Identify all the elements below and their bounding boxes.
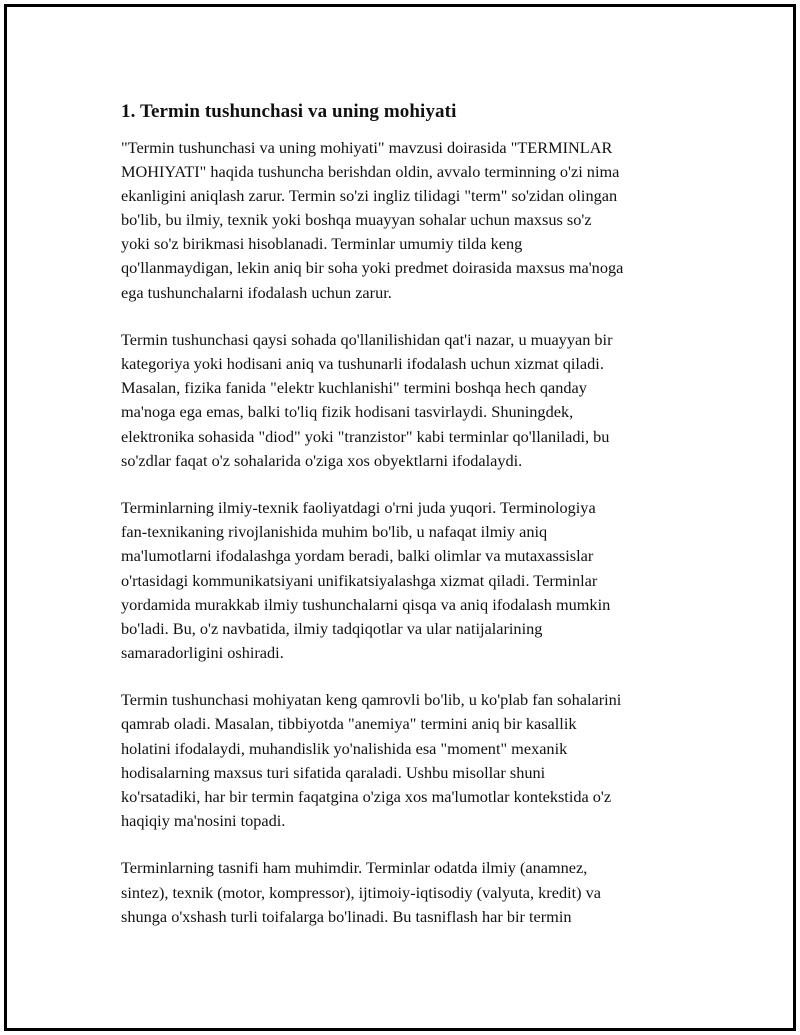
text-line: hodisalarning maxsus turi sifatida qaraladi. Ushbu misollar shuni <box>121 762 546 782</box>
text-line: yordamida murakkab ilmiy tushunchalarni qisqa va aniq ifodalash mumkin <box>121 594 611 614</box>
text-line: shunga o'xshash turli toifalarga bo'linadi. Bu tasniflash har bir termin <box>121 906 572 926</box>
text-line: so'zdlar faqat o'z sohalarida o'ziga xos obyektlarni ifodalaydi. <box>121 450 523 470</box>
section-heading: 1. Termin tushunchasi va uning mohiyati <box>121 101 457 122</box>
text-line: yoki so'z birikmasi hisoblanadi. Terminlar umumiy tilda keng <box>121 234 523 254</box>
text-line: Termin tushunchasi qaysi sohada qo'llanilishidan qat'i nazar, u muayyan bir <box>121 330 613 350</box>
text-line: "Termin tushunchasi va uning mohiyati" mavzusi doirasida "TERMINLAR <box>121 138 613 157</box>
text-line: qamrab oladi. Masalan, tibbiyotda "anemiya" termini aniq bir kasallik <box>121 714 577 734</box>
text-line: Termin tushunchasi mohiyatan keng qamrovli bo'lib, u ko'plab fan sohalarini <box>121 690 622 710</box>
text-line: elektronika sohasida "diod" yoki "tranzistor" kabi terminlar qo'llaniladi, bu <box>121 426 610 446</box>
text-line: qo'llanmaydigan, lekin aniq bir soha yoki predmet doirasida maxsus ma'noga <box>121 258 624 278</box>
page-frame <box>4 4 796 1031</box>
text-line: o'rtasidagi kommunikatsiyani unifikatsiyalashga xizmat qiladi. Terminlar <box>121 570 598 590</box>
paragraph-2 <box>121 328 701 473</box>
text-line: kategoriya yoki hodisani aniq va tushunarli ifodalash uchun xizmat qiladi. <box>121 354 604 374</box>
text-line: haqiqiy ma'nosini topadi. <box>121 810 286 830</box>
document-body <box>121 99 701 952</box>
paragraph-1 <box>121 136 701 305</box>
text-line: sintez), texnik (motor, kompressor), ijtimoiy-iqtisodiy (valyuta, kredit) va <box>121 882 602 902</box>
text-line: ma'lumotlarni ifodalashga yordam beradi, balki olimlar va mutaxassislar <box>121 546 594 566</box>
text-line: ko'rsatadiki, har bir termin faqatgina o'ziga xos ma'lumotlar kontekstida o'z <box>121 786 612 806</box>
text-line: Terminlarning tasnifi ham muhimdir. Terminlar odatda ilmiy (anamnez, <box>121 858 588 878</box>
text-line: fan-texnikaning rivojlanishida muhim bo'lib, u nafaqat ilmiy aniq <box>121 522 548 542</box>
text-line: ma'noga ega emas, balki to'liq fizik hodisani tasvirlaydi. Shuningdek, <box>121 402 574 422</box>
paragraph-5 <box>121 856 701 928</box>
text-line: samaradorligini oshiradi. <box>121 642 284 662</box>
text-line: ega tushunchalarni ifodalash uchun zarur. <box>121 282 392 302</box>
text-line: bo'ladi. Bu, o'z navbatida, ilmiy tadqiqotlar va ular natijalarining <box>121 618 543 638</box>
text-line: MOHIYATI" haqida tushuncha berishdan oldin, avvalo terminning o'zi nima <box>121 162 620 182</box>
paragraph-3 <box>121 496 701 665</box>
text-line: Masalan, fizika fanida "elektr kuchlanishi" termini boshqa hech qanday <box>121 378 587 398</box>
text-line: ekanligini aniqlash zarur. Termin so'zi ingliz tilidagi "term" so'zidan olingan <box>121 186 618 206</box>
paragraph-4 <box>121 688 701 833</box>
text-line: Terminlarning ilmiy-texnik faoliyatdagi o'rni juda yuqori. Terminologiya <box>121 498 596 518</box>
text-line: holatini ifodalaydi, muhandislik yo'nalishida esa "moment" mexanik <box>121 738 568 758</box>
text-line: bo'lib, bu ilmiy, texnik yoki boshqa muayyan sohalar uchun maxsus so'z <box>121 210 592 230</box>
